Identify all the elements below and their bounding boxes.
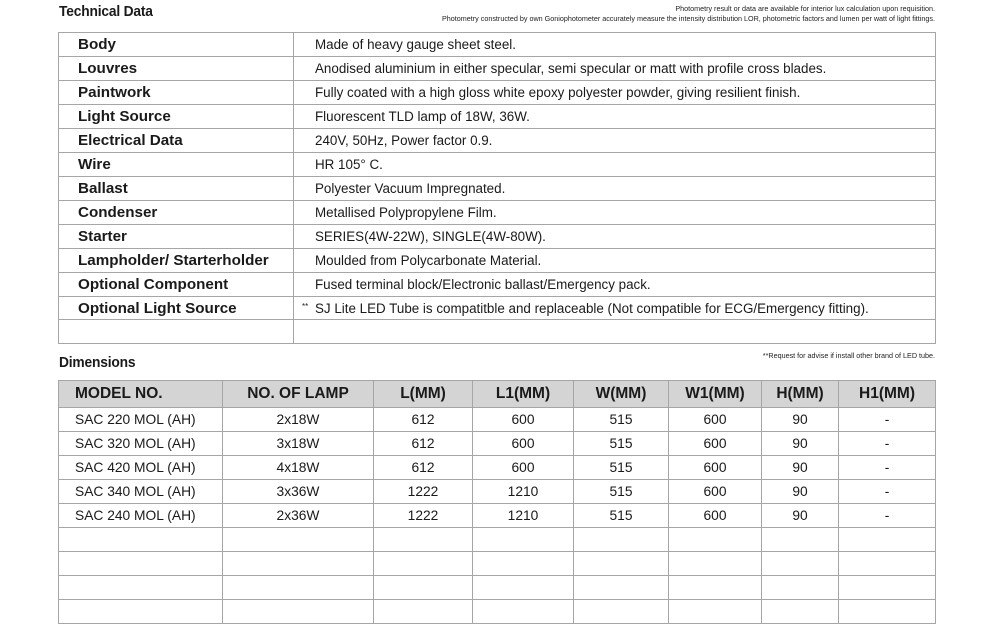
col-header: MODEL NO.	[59, 381, 223, 408]
tech-label: Body	[59, 33, 294, 57]
tech-value: SERIES(4W-22W), SINGLE(4W-80W).	[294, 225, 936, 249]
tech-row	[59, 105, 936, 129]
table-cell: 600	[669, 408, 762, 432]
empty-cell	[669, 552, 762, 576]
empty-cell	[473, 552, 574, 576]
table-cell: 2x18W	[223, 408, 374, 432]
table-row-empty	[59, 528, 936, 552]
tech-label: Paintwork	[59, 81, 294, 105]
tech-label: Light Source	[59, 105, 294, 129]
table-cell: 90	[762, 432, 839, 456]
empty-cell	[59, 528, 223, 552]
tech-value: Polyester Vacuum Impregnated.	[294, 177, 936, 201]
tech-row	[59, 297, 936, 320]
col-header: L(MM)	[374, 381, 473, 408]
empty-cell	[59, 576, 223, 600]
table-row-empty	[59, 600, 936, 624]
tech-value: Fused terminal block/Electronic ballast/Emergency pack.	[294, 273, 936, 297]
table-cell: 600	[473, 456, 574, 480]
table-row	[59, 408, 936, 432]
empty-cell	[669, 600, 762, 624]
technical-data-title: Technical Data	[59, 3, 153, 20]
tech-value: 240V, 50Hz, Power factor 0.9.	[294, 129, 936, 153]
empty-cell	[223, 576, 374, 600]
table-row	[59, 504, 936, 528]
table-cell: 1222	[374, 480, 473, 504]
empty-cell	[223, 552, 374, 576]
empty-cell	[839, 552, 936, 576]
tech-value: Made of heavy gauge sheet steel.	[294, 33, 936, 57]
empty-cell	[762, 600, 839, 624]
empty-cell	[839, 576, 936, 600]
empty-cell	[374, 576, 473, 600]
tech-label: Optional Light Source	[59, 297, 294, 320]
empty-cell	[574, 576, 669, 600]
table-cell: 515	[574, 432, 669, 456]
table-cell: -	[839, 432, 936, 456]
table-cell: SAC 240 MOL (AH)	[59, 504, 223, 528]
empty-cell	[762, 576, 839, 600]
dimensions-table	[58, 380, 936, 624]
table-cell: SAC 320 MOL (AH)	[59, 432, 223, 456]
tech-value-cell	[294, 297, 936, 320]
empty-cell	[669, 576, 762, 600]
tech-value: Anodised aluminium in either specular, semi specular or matt with profile cross blades.	[294, 57, 936, 81]
empty-cell	[762, 552, 839, 576]
table-cell: 1210	[473, 480, 574, 504]
dimensions-title: Dimensions	[59, 354, 136, 371]
empty-cell	[223, 600, 374, 624]
empty-cell	[574, 528, 669, 552]
empty-cell	[839, 600, 936, 624]
tech-label: Condenser	[59, 201, 294, 225]
tech-row	[59, 201, 936, 225]
tech-row	[59, 81, 936, 105]
col-header: H(MM)	[762, 381, 839, 408]
tech-row	[59, 249, 936, 273]
table-cell: 600	[669, 432, 762, 456]
tech-row	[59, 153, 936, 177]
table-row	[59, 432, 936, 456]
table-cell: 612	[374, 432, 473, 456]
tech-value: Fluorescent TLD lamp of 18W, 36W.	[294, 105, 936, 129]
table-cell: 90	[762, 456, 839, 480]
empty-cell	[762, 528, 839, 552]
table-cell: 600	[473, 408, 574, 432]
table-cell: 515	[574, 456, 669, 480]
table-row	[59, 480, 936, 504]
col-header: L1(MM)	[473, 381, 574, 408]
tech-label: Louvres	[59, 57, 294, 81]
col-header: W1(MM)	[669, 381, 762, 408]
table-cell: SAC 340 MOL (AH)	[59, 480, 223, 504]
table-cell: SAC 420 MOL (AH)	[59, 456, 223, 480]
tech-row	[59, 273, 936, 297]
tech-label: Starter	[59, 225, 294, 249]
table-row-empty	[59, 576, 936, 600]
tech-value: SJ Lite LED Tube is compatitble and replaceable (Not compatible for ECG/Emergency fitting).	[315, 300, 869, 316]
empty-cell	[374, 600, 473, 624]
photometry-note-line-1: Photometry result or data are available for interior lux calculation upon requisition.	[675, 4, 935, 13]
table-cell: 600	[473, 432, 574, 456]
table-cell: 600	[669, 456, 762, 480]
table-cell: 515	[574, 408, 669, 432]
table-cell: -	[839, 480, 936, 504]
tech-row	[59, 33, 936, 57]
technical-data-table	[58, 32, 936, 344]
table-cell: 2x36W	[223, 504, 374, 528]
tech-label: Ballast	[59, 177, 294, 201]
table-cell: -	[839, 408, 936, 432]
table-cell: 600	[669, 480, 762, 504]
empty-cell	[574, 600, 669, 624]
tech-label: Lampholder/ Starterholder	[59, 249, 294, 273]
col-header: H1(MM)	[839, 381, 936, 408]
tech-row	[59, 225, 936, 249]
photometry-note	[442, 4, 935, 23]
table-cell: 90	[762, 480, 839, 504]
tech-label: Wire	[59, 153, 294, 177]
table-cell: 3x36W	[223, 480, 374, 504]
empty-cell	[374, 528, 473, 552]
tech-value: HR 105° C.	[294, 153, 936, 177]
tech-row	[59, 129, 936, 153]
empty-cell	[839, 528, 936, 552]
table-cell: 4x18W	[223, 456, 374, 480]
table-cell: 1222	[374, 504, 473, 528]
table-cell: -	[839, 456, 936, 480]
empty-cell	[59, 552, 223, 576]
empty-cell	[473, 600, 574, 624]
empty-cell	[223, 528, 374, 552]
empty-cell	[669, 528, 762, 552]
empty-cell	[294, 320, 936, 344]
dims-header-row	[59, 381, 936, 408]
empty-cell	[59, 600, 223, 624]
empty-cell	[59, 320, 294, 344]
table-cell: -	[839, 504, 936, 528]
table-cell: 3x18W	[223, 432, 374, 456]
col-header: W(MM)	[574, 381, 669, 408]
table-cell: 90	[762, 408, 839, 432]
tech-label: Optional Component	[59, 273, 294, 297]
tech-row-empty	[59, 320, 936, 344]
table-cell: 90	[762, 504, 839, 528]
empty-cell	[473, 576, 574, 600]
table-cell: 612	[374, 456, 473, 480]
table-cell: 600	[669, 504, 762, 528]
empty-cell	[473, 528, 574, 552]
table-row	[59, 456, 936, 480]
led-note: **Request for advise if install other brand of LED tube.	[762, 351, 935, 360]
table-cell: 515	[574, 504, 669, 528]
empty-cell	[574, 552, 669, 576]
footnote-mark: **	[302, 302, 309, 311]
tech-value: Moulded from Polycarbonate Material.	[294, 249, 936, 273]
col-header: NO. OF LAMP	[223, 381, 374, 408]
tech-row	[59, 57, 936, 81]
table-cell: SAC 220 MOL (AH)	[59, 408, 223, 432]
empty-cell	[374, 552, 473, 576]
table-cell: 612	[374, 408, 473, 432]
tech-value: Metallised Polypropylene Film.	[294, 201, 936, 225]
table-cell: 1210	[473, 504, 574, 528]
table-row-empty	[59, 552, 936, 576]
tech-value: Fully coated with a high gloss white epoxy polyester powder, giving resilient finish.	[294, 81, 936, 105]
tech-row	[59, 177, 936, 201]
table-cell: 515	[574, 480, 669, 504]
tech-label: Electrical Data	[59, 129, 294, 153]
photometry-note-line-2: Photometry constructed by own Goniophotometer accurately measure the intensity distribution LOR, photometric factors and lumen per watt of light fittings.	[442, 13, 935, 23]
